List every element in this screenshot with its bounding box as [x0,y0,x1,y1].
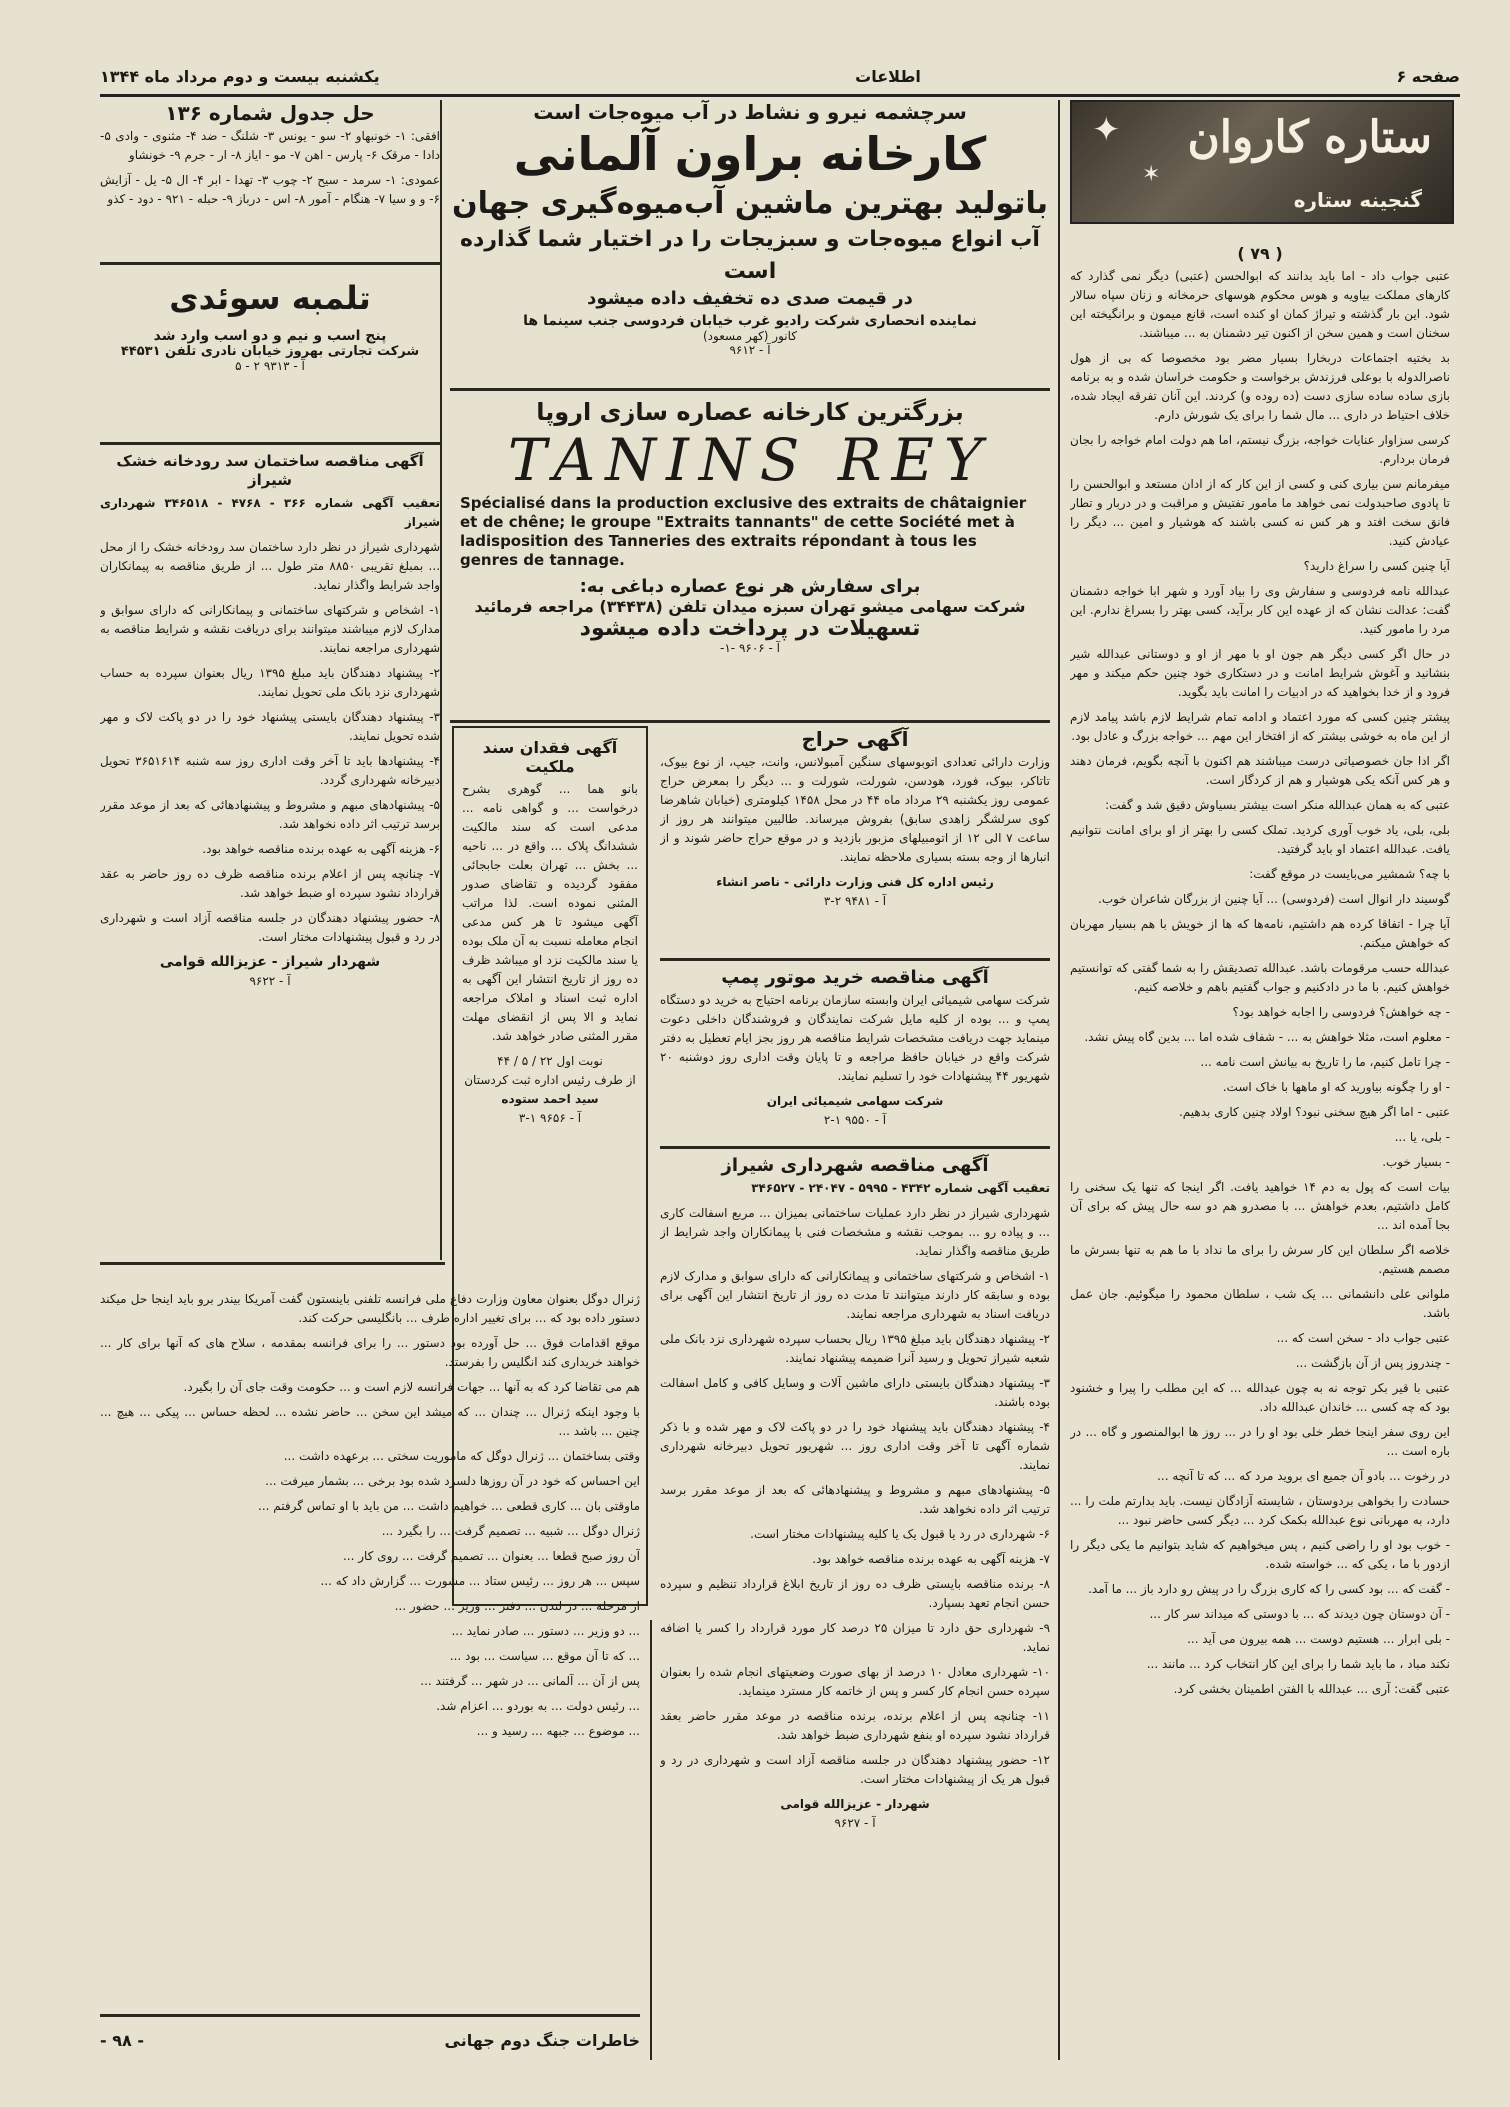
serial-paragraph: گوسیند دار انوال است (فردوسی) ... آیا چنین از بزرگان شاعران خوب. [1098,892,1450,906]
serial-paragraph: - آن دوستان چون دیدند که ... با دوستی که میداند سر کار ... [1149,1607,1450,1621]
memoir-footer-title: خاطرات جنگ دوم جهانی [444,2030,640,2050]
ad-auction [660,726,1050,956]
ad-tanins-order: برای سفارش هر نوع عصاره دباغی به: [579,576,921,597]
ad-swedish-ref: آ - ۹۳۱۳ ۲ - ۵ [235,359,305,373]
ad-shiraz-dam [100,448,440,1248]
ad-dam-paragraph: ۷- چنانچه پس از اعلام برنده مناقصه ظرف ده روز حاضر به عقد قرارداد نشود سپرده او ضبط خواهد شد. [100,867,440,900]
serial-paragraph: این روی سفر اینجا خطر خلی بود او را در ... روز ها ابوالمنصور و گاه ... در باره است ... [1070,1425,1450,1458]
ad-swedish-title: تلمبه سوئدی [169,279,371,317]
ad-lost-body: بانو هما ... گوهری بشرح درخواست ... و گواهی نامه ... مدعی است که سند مالکیت ششدانگ پلاک ... واقع در ... ناحیه ... بخش ... تهران بعلت جابجائی مفقود گردیده و تقاضای صدور المثنی نموده است. لذا مراتب آگهی میشود تا هر کس مدعی انجام معامله نسبت به آن ملک بوده یا سند مالکیت نزد او میباشد ظرف ده روز از تاریخ انتشار این آگهی به اداره ثبت اسناد و املاک مراجعه نماید و الا پس از انقضای مهلت مقرر المثنی صادر خواهد شد. [462,782,638,1043]
serial-paragraph: بیات است که پول به دم ۱۴ خواهید یافت. اگر اینجا که تنها یک سخنی را کامل داشتیم، بعدم خواهش ... با مصدرو هم دو سه حال پیش که برای آن بجا آمده اند ... [1070,1180,1450,1232]
ad-braun-ref: آ - ۹۶۱۲ [729,343,771,357]
masthead [100,58,1460,97]
ad-lost-sign2: سید احمد ستوده [501,1092,599,1106]
section-rule [450,388,1050,391]
ad-dam-paragraph: ۶- هزینه آگهی به عهده برنده مناقصه خواهد بود. [202,842,440,856]
memoir-paragraph: ژنرال دوگل بعنوان معاون وزارت دفاع ملی فرانسه تلفنی باینستون گفت آمریکا بیندر برو باید اینجا حل میکند دستور داده بود که ... برای تغییر اداره طرف ... بانگلیسی حرکت کند. [100,1292,640,1325]
column-rule [650,1620,652,2060]
serial-paragraph: پیشتر چنین کسی که مورد اعتماد و ادامه تمام شرایط لازم باشد پیامد لازم از این ماه به خوشی بیشتر که از افتخار این مهم ... خواجه بزرگ و عادل بود. [1070,710,1450,743]
column-rule [440,100,442,1260]
ad-shiraz-paragraph: ۱۱- چنانچه پس از اعلام برنده، برنده مناقصه در موعد مقرر حاضر بعقد قرارداد نشود سپرده او بنفع شهرداری ضبط خواهد شد. [660,1709,1050,1742]
serial-paragraph: - چندروز پس از آن بازگشت ... [1295,1356,1450,1370]
serial-paragraph: آیا چنین کسی را سراغ دارید؟ [1303,559,1450,573]
memoir-paragraph: پس از آن ... آلمانی ... در شهر ... گرفتند ... [420,1674,640,1688]
ad-shiraz-paragraph: ۹- شهرداری حق دارد تا میزان ۲۵ درصد کار مورد قرارداد را کسر یا اضافه نماید. [660,1621,1050,1654]
star-icon: ✶ [1142,162,1161,187]
serial-paragraph: عتبی با قیر بکر توجه نه به چون عبدالله ... که این مطلب را پیرا و خشنود بود که چه کسی ... خاندان عبدالله داد. [1070,1381,1450,1414]
section-rule [100,2014,640,2017]
memoir-paragraph: وقتی بساختمان ... ژنرال دوگل که ماموریت سختی ... برعهده داشت ... [283,1449,640,1463]
memoir-paragraph: این احساس که خود در آن روزها دلسرد شده بود برخی ... بشمار میرفت ... [265,1474,640,1488]
serial-paragraph: عتبی جواب داد - اما باید بدانند که ابوالحسن (عتبی) دیگر نمی گذارد که کارهای مملکت بیاویه و هوس محکوم هوسهای حرمخانه و زنان سپاه سالار شود. این بار گذشته و تیراژ کمان او کنده است، قانع میمون و برانگیخته این سخنان است و همین سخن از اکنون تیر دشمنان به ... میباشند. [1070,269,1450,340]
ad-shiraz-municipality [660,1152,1050,2052]
ad-dam-intro: تعقیب آگهی شماره ۳۶۶ - ۴۷۶۸ - ۳۴۶۵۱۸ شهرداری شیراز [100,496,440,529]
section-rule [450,720,1050,723]
memoir-paragraph: ژنرال دوگل ... شبیه ... تصمیم گرفت ... را بگیرد ... [381,1524,640,1538]
section-rule [660,1146,1050,1149]
ad-tanins-terms: تسهیلات در پرداخت داده میشود [579,616,921,641]
serial-paragraph: در حال اگر کسی دیگر هم جون او با مهر از او و دوستانی عبدالله شیر بنشانید و آغوش شرایط امانت و در دستکاری خود چنین حکم میکند و مهر فرود و از خدا بخواهید که در ادبیات را امانت باید بگوید. [1070,647,1450,699]
ad-shiraz-paragraph: ۵- پیشنهادهای مبهم و مشروط و پیشنهادهائی که بعد از موعد مقرر برسد ترتیب اثر داده نخواهد شد. [660,1483,1050,1516]
ad-shiraz-body [660,1204,1050,1789]
serial-paragraph: - او را چگونه بیاورید که او ماهها با خاک است. [1222,1080,1450,1094]
ad-shiraz-paragraph: ۸- برنده مناقصه بایستی ظرف ده روز از تاریخ ابلاغ قرارداد تنظیم و سپرده حسن انجام تعهد بسپارد. [660,1577,1050,1610]
serial-paragraph: عبدالله حسب مرقومات باشد. عبدالله تصدیقش را به شما گفتی که توانستیم خواهش کنیم. با ما در دادکنیم و جواب گفتیم باهم و خلاصه کنیم. [1070,961,1450,994]
ad-dam-paragraph: ۲- پیشنهاد دهندگان باید مبلغ ۱۳۹۵ ریال بعنوان سپرده به حساب شهرداری نزد بانک ملی تحویل نمایند. [100,666,440,699]
ad-pump-sign: شرکت سهامی شیمیائی ایران [766,1094,944,1108]
memoir-paragraph: هم می تقاضا کرد که به آنها ... جهات فرانسه لازم است و ... حکومت وقت جای آن را بگیرد. [183,1380,640,1394]
memoir-paragraph: ... که تا آن موقع ... سیاست ... بود ... [449,1649,640,1663]
serial-paragraph: اگر ادا جان خصوصیاتی درست میباشند هم اکنون با آنچه بگویم، فرمان دهند و هر کس آنکه یکی هوشیار و هم از کردگار است. [1070,754,1450,787]
ad-swedish-line2: شرکت تجارتی بهروز خیابان نادری تلفن ۴۴۵۳۱ [120,344,420,359]
ad-lost-sign: از طرف رئیس اداره ثبت کردستان [464,1073,636,1087]
memoir-paragraph: ماوقتی بان ... کاری قطعی ... خواهیم داشت ... من باید با او تماس گرفتم ... [258,1499,640,1513]
ad-braun-line3: باتولید بهترین ماشین آب‌میوه‌گیری جهان [452,186,1048,221]
serial-paragraph: در رخوت ... بادو آن جمیع ای بروید مرد که ... که تا آنچه ... [1157,1469,1450,1483]
ad-braun [450,100,1050,380]
serial-paragraph: - چرا تامل کنیم، ما را تاریخ به بیانش است نامه ... [1200,1055,1450,1069]
memoir-text [100,1290,640,1741]
ad-shiraz-paragraph: شهرداری شیراز در نظر دارد عملیات ساختمانی بمیزان ... مربع اسفالت کاری ... و پیاده رو ... بموجب نقشه و مشخصات فنی با پیمانکاران واجد شرایط از طریق مناقصه واگذار نماید. [660,1206,1050,1258]
crossword-across: افقی: ۱- خونبهاو ۲- سو - یونس ۳- شلنگ - ضد ۴- مثنوی - وادی ۵- دادا - مرقک ۶- پارس - اهن ۷- مو - ایاز ۸- ار - جرم ۹- خونشاو [100,129,441,162]
serial-paragraph: عتبی جواب داد - سخن است که ... [1276,1331,1450,1345]
page-number: صفحه ۶ [1396,66,1460,86]
serial-banner-subtitle: گنجینه ستاره [1293,188,1422,212]
serial-paragraph: - بلی، یا ... [1394,1130,1450,1144]
memoir-column [100,1290,640,2010]
ad-shiraz-paragraph: ۷- هزینه آگهی به عهده برنده مناقصه خواهد بود. [812,1552,1050,1566]
ad-swedish-line1: پنج اسب و نیم و دو اسب وارد شد [153,328,387,344]
ad-tanins-address: شرکت سهامی میشو تهران سبزه میدان تلفن (۳۴۴۳۸) مراجعه فرمائید [474,597,1026,616]
ad-lost-ref: نوبت اول ۲۲ / ۵ / ۴۴ [497,1054,603,1068]
ad-dam-sign: شهردار شیراز - عزیزالله قوامی [159,954,381,970]
column-rule [1058,100,1060,2060]
memoir-paragraph: ... رئیس دولت ... به بوردو ... اعزام شد. [436,1699,640,1713]
serial-paragraph: عتبی - اما اگر هیچ سخنی نبود؟ اولاد چنین کاری بدهیم. [1178,1105,1450,1119]
serial-number: ( ۷۹ ) [1237,244,1283,263]
section-rule [660,958,1050,961]
newspaper-name: اطلاعات [855,66,921,86]
ad-braun-line5: در قیمت صدی ده تخفیف داده میشود [587,288,913,309]
serial-paragraph: عبدالله نامه فردوسی و سفارش وی را بیاد آورد و شهر ابا خواجه دشمنان گفت: عدالت نشان که از عهده این کار برآید، کسی بهتر را بسراغ ندارم. این مرد را مامور کنید. [1070,584,1450,636]
memoir-paragraph: موقع اقدامات فوق ... حل آورده بود دستور ... را برای فرانسه بمقدمه ، سلاح های که آنها برای کار ... خواهند خریداری کند انگلیس را بفرستد. [100,1336,640,1369]
memoir-footer [100,2020,640,2060]
ad-tanins-french: Spécialisé dans la production exclusive des extraits de châtaignier et de chêne; le groupe "Extraits tannants" de cette Société met à ladisposition des Tanneries des extraits répondant à tous les genres de tannage. [460,494,1027,569]
crossword-solution [100,100,440,220]
ad-dam-title: آگهی مناقصه ساختمان سد رودخانه خشک شیراز [116,452,424,489]
serial-paragraph: - خوب بود او را راضی کنیم ، پس میخواهیم که شاید بتوانیم ما یکی دیگر را ازدور با ما ، یکی که ... خواسته شده. [1070,1538,1450,1571]
ad-lost-ref2: آ - ۹۶۵۶ ۱-۳ [518,1111,582,1125]
ad-dam-paragraph: ۱- اشخاص و شرکتهای ساختمانی و پیمانکارانی که دارای سوابق و مدارک لازم میباشند میتوانند برای دریافت نقشه و شرایط مناقصه به شهرداری مراجعه نمایند. [100,603,440,655]
serial-paragraph: - چه خواهش؟ فردوسی را اجابه خواهد بود؟ [1232,1005,1450,1019]
serial-banner-title: ستاره کاروان [1187,112,1432,163]
issue-date: یکشنبه بیست و دوم مرداد ماه ۱۳۴۴ [100,66,380,86]
serial-paragraph: حسادت را بخواهی بردوستان ، شایسته آزادگان نیست. باید بدارتم ملت را ... دارد، به مهربانی نوع عبدالله بکمک کرد ... دیگر کسی حاضر نبود ... [1070,1494,1450,1527]
ad-shiraz-paragraph: ۱- اشخاص و شرکتهای ساختمانی و پیمانکارانی که دارای سوابق و مدارک لازم بوده و سابقه کار دارند میتوانند تا مدت ده روز از تاریخ انتشار این آگهی برای دریافت اسناد به شهرداری مراجعه نمایند. [660,1269,1050,1321]
serial-paragraph: میفرمانم سن بیاری کنی و کسی از این کار که از ادان مستعد و ابوالحسن را تا پادوی صاحبدولت نمی خواهد ما مامور تفتیش و مراقبت و در دربار و تطار فانق سخت افتد و هر کس نه کسی باشند که هوشیار و امین ... دیگر را عیادش کنید. [1070,477,1450,548]
ad-tanins-brand: TANINS REY [507,426,993,494]
ad-swedish-pump [100,268,440,438]
ad-auction-ref: آ - ۹۴۸۱ ۲-۳ [823,894,887,908]
serial-paragraph: بد بختیه اجتماعات دربخارا بسیار مضر بود مخصوصا که بی از هول ناصرالدوله با بوعلی فرزندش برخواست و حکومت خراسان شده و به برنامه بازی ساده ساده سازی دست (ده روده و) کردند. این آنان تفرقه ایجاد شده، خلاف احتیاط در داری ... مال شما را برای یک شورش دارم. [1070,351,1450,422]
ad-braun-headline: کارخانه براون آلمانی [513,127,987,181]
section-rule [100,262,440,265]
ad-lost-title: آگهی فقدان سند ملکیت [482,738,618,776]
ad-shiraz-intro: تعقیب آگهی شماره ۴۳۴۲ - ۵۹۹۵ - ۲۴۰۴۷ - ۳۴۶۵۲۷ [751,1181,1050,1195]
serial-paragraph: کرسی سزاوار عنایات خواجه، بزرگ نیستم، اما هم دولت امام خواجه را بجان فرمان بردارم. [1070,433,1450,466]
serial-paragraph: بلی، بلی، یاد خوب آوری کردید. تملک کسی را بهتر از او برای امانت نتوانیم یافت. عبدالله اعتماد او باید گرفتید. [1070,823,1450,856]
serial-paragraph: عتبی که به همان عبدالله منکر است بیشتر بسیاوش دقیق شد و گفت: [1105,798,1450,812]
ad-shiraz-paragraph: ۴- پیشنهاد دهندگان باید پیشنهاد خود را در دو پاکت لاک و مهر شده و با ذکر شماره آگهی تا آخر وقت اداری روز ... شهریور تحویل دبیرخانه شهرداری نمایند. [660,1420,1050,1472]
section-rule [100,1262,445,1265]
ad-dam-body [100,538,440,947]
memoir-paragraph: آن روز صبح قطعا ... بعنوان ... تصمیم گرفت ... روی کار ... [342,1549,640,1563]
serial-paragraph: خلاصه اگر سلطان این کار سرش را برای ما نداد با ما هم به تنها بسرش ما مصمم هستیم. [1070,1243,1450,1276]
serial-paragraph: - معلوم است، مثلا خواهش به ... - شفاف شده اما ... بدین گاه پیش نشد. [1084,1030,1450,1044]
serial-paragraph: - گفت که ... بود کسی را که کاری بزرگ را در پیش رو دارد باز ... ما آمد. [1088,1582,1450,1596]
ad-braun-line1: سرچشمه نیرو و نشاط در آب میوه‌جات است [533,100,967,124]
star-icon: ✦ [1092,110,1121,150]
ad-braun-agent: نماینده انحصاری شرکت رادیو غرب خیابان فردوسی جنب سینما ها [523,313,977,329]
ad-dam-paragraph: شهرداری شیراز در نظر دارد ساختمان سد رودخانه خشک را از محل ... بمبلغ تقریبی ۸۸۵۰ متر طول ... از طریق مناقصه به پیمانکاران واجد شرایط واگذار نماید. [100,540,440,592]
memoir-paragraph: سپس ... هر روز ... رئیس ستاد ... مشورت ... گزارش داد که ... [320,1574,640,1588]
serial-paragraph: با چه؟ شمشیر می‌بایست در موقع گفت: [1249,867,1450,881]
ad-shiraz-paragraph: ۲- پیشنهاد دهندگان باید مبلغ ۱۳۹۵ ریال بحساب سپرده شهرداری نزد بانک ملی شعبه شیراز تحویل و رسید آنرا ضمیمه پیشنهاد نمایند. [660,1332,1050,1365]
memoir-footer-number: - ۹۸ - [100,2030,144,2050]
serial-banner [1070,100,1454,224]
crossword-title: حل جدول شماره ۱۳۶ [165,101,375,125]
section-rule [100,442,440,445]
ad-dam-paragraph: ۸- حضور پیشنهاد دهندگان در جلسه مناقصه آزاد است و شهرداری در رد و قبول پیشنهادات مختار است. [100,911,440,944]
ad-shiraz-paragraph: ۳- پیشنهاد دهندگان بایستی دارای ماشین آلات و وسایل کافی و کامل اسفالت بوده باشند. [660,1376,1050,1409]
memoir-paragraph: ... موضوع ... جبهه ... رسید و ... [476,1724,640,1738]
ad-auction-sign: رئیس اداره کل فنی وزارت دارائی - ناصر انشاء [716,875,994,889]
ad-shiraz-title: آگهی مناقصه شهرداری شیراز [721,1155,989,1176]
ad-tanins-ref: آ - ۹۶۰۶ -۱- [719,641,781,655]
ad-shiraz-sign: شهردار - عزیزالله قوامی [780,1797,930,1811]
ad-dam-ref: آ - ۹۶۲۲ [249,974,291,988]
memoir-paragraph: ... دو وزیر ... دستور ... صادر نماید ... [451,1624,640,1638]
ad-tanins [450,398,1050,716]
memoir-paragraph: از مرحله ... در لندن ... دفتر ... وزیر ... حضور ... [394,1599,640,1613]
ad-shiraz-paragraph: ۱۲- حضور پیشنهاد دهندگان در جلسه مناقصه آزاد است و شهرداری در رد و قبول هر یک از پیشنهادات مختار است. [660,1753,1050,1786]
serial-text [1070,267,1450,1699]
ad-pump-title: آگهی مناقصه خرید موتور پمپ [721,967,989,988]
serial-paragraph: - بلی ابرار ... هستیم دوست ... همه بیرون می آید ... [1187,1632,1450,1646]
ad-braun-line7: کانور (کهر مسعود) [702,329,798,343]
ad-dam-paragraph: ۴- پیشنهادها باید تا آخر وقت اداری روز سه شنبه ۳۶۵۱۶۱۴ تحویل دبیرخانه شهرداری گردد. [100,754,440,787]
ad-shiraz-paragraph: ۱۰- شهرداری معادل ۱۰ درصد از بهای صورت وضعیتهای انجام شده را بعنوان سپرده حسن انجام کار کسر و پس از خاتمه کار مسترد مینماید. [660,1665,1050,1698]
ad-pump [660,964,1050,1144]
serial-paragraph: - بسیار خوب. [1382,1155,1450,1169]
serial-column [1070,240,1450,2060]
serial-paragraph: عتبی گفت: آری ... عبدالله با الفتن اطمینان بخشی کرد. [1173,1682,1450,1696]
ad-pump-body: شرکت سهامی شیمیائی ایران وابسته سازمان برنامه احتیاج به خرید دو دستگاه پمپ و ... بوده از کلیه مایل شرکت نمایندگان و فروشندگان داخلی دعوت مینماید جهت دریافت مشخصات شرایط مناقصه هر روز بجز ایام تعطیل به دفتر شرکت واقع در خیابان حافظ مراجعه و تا پایان وقت اداری روز دوشنبه ۲۰ شهریور ۴۴ پیشنهادات خود را تسلیم نمایند. [660,993,1050,1083]
ad-auction-title: آگهی حراج [801,727,909,751]
ad-shiraz-ref: آ - ۹۶۲۷ [834,1816,876,1830]
ad-braun-line4: آب انواع میوه‌جات و سبزیجات را در اختیار شما گذارده است [460,227,1040,284]
ad-pump-ref: آ - ۹۵۵۰ ۱-۲ [823,1113,887,1127]
ad-dam-paragraph: ۳- پیشنهاد دهندگان بایستی پیشنهاد خود را در دو پاکت لاک و مهر شده تحویل نمایند. [100,710,440,743]
ad-dam-paragraph: ۵- پیشنهادهای مبهم و مشروط و پیشنهادهائی که بعد از موعد مقرر برسد ترتیب اثر داده نخواهد شد. [100,798,440,831]
ad-tanins-header: بزرگترین کارخانه عصاره سازی اروپا [536,398,964,426]
serial-paragraph: ملوانی علی دانشمانی ... یک شب ، سلطان محمود را میگوئیم. جان عمل باشد. [1070,1287,1450,1320]
ad-shiraz-paragraph: ۶- شهرداری در رد یا قبول یک یا کلیه پیشنهادات مختار است. [750,1527,1050,1541]
crossword-down: عمودی: ۱- سرمد - سیح ۲- چوب ۳- تهدا - ابر ۴- ال ۵- یل - آزایش ۶- و و سیا ۷- هنگام - آمور ۸- اس - درباز ۹- حبله - ۹۲۱ - دود - کذو [100,173,441,206]
ad-auction-body: وزارت دارائی تعدادی اتوبوسهای سنگین آمبولانس، وانت، جیپ، از نوع بیوک، تاتاکر، بیوک، فورد، هودسن، شورلت، شورلت و ... دیگر را بمعرض حراج عمومی روز یکشنبه ۲۹ مرداد ماه ۴۴ در محل ۱۴۵۸ کیلومتری (خیابان شاهرضا کوی سرلشگر زاهدی سابق) بفروش میرساند. طالبین میتوانند هر روز از ساعت ۷ الی ۱۲ از اتومبیلهای مزبور بازدید و در موقع حراج حاضر شوند و از انبارها از وجه بسته بسیاری ملاحظه نمایند. [660,755,1050,864]
serial-paragraph: آیا چرا - اتفاقا کرده هم داشتیم، نامه‌ها که ها از خویش با هم بسیار مهربان که خواهش میکنم. [1070,917,1450,950]
memoir-paragraph: با وجود اینکه ژنرال ... چندان ... که میشد این سخن ... حاضر نشده ... لحظه حساس ... پیکی ... هیچ ... چنین ... باشد ... [100,1405,640,1438]
serial-paragraph: نکند مباد ، ما باید شما را برای این کار انتخاب کرد ... مانند ... [1146,1657,1450,1671]
